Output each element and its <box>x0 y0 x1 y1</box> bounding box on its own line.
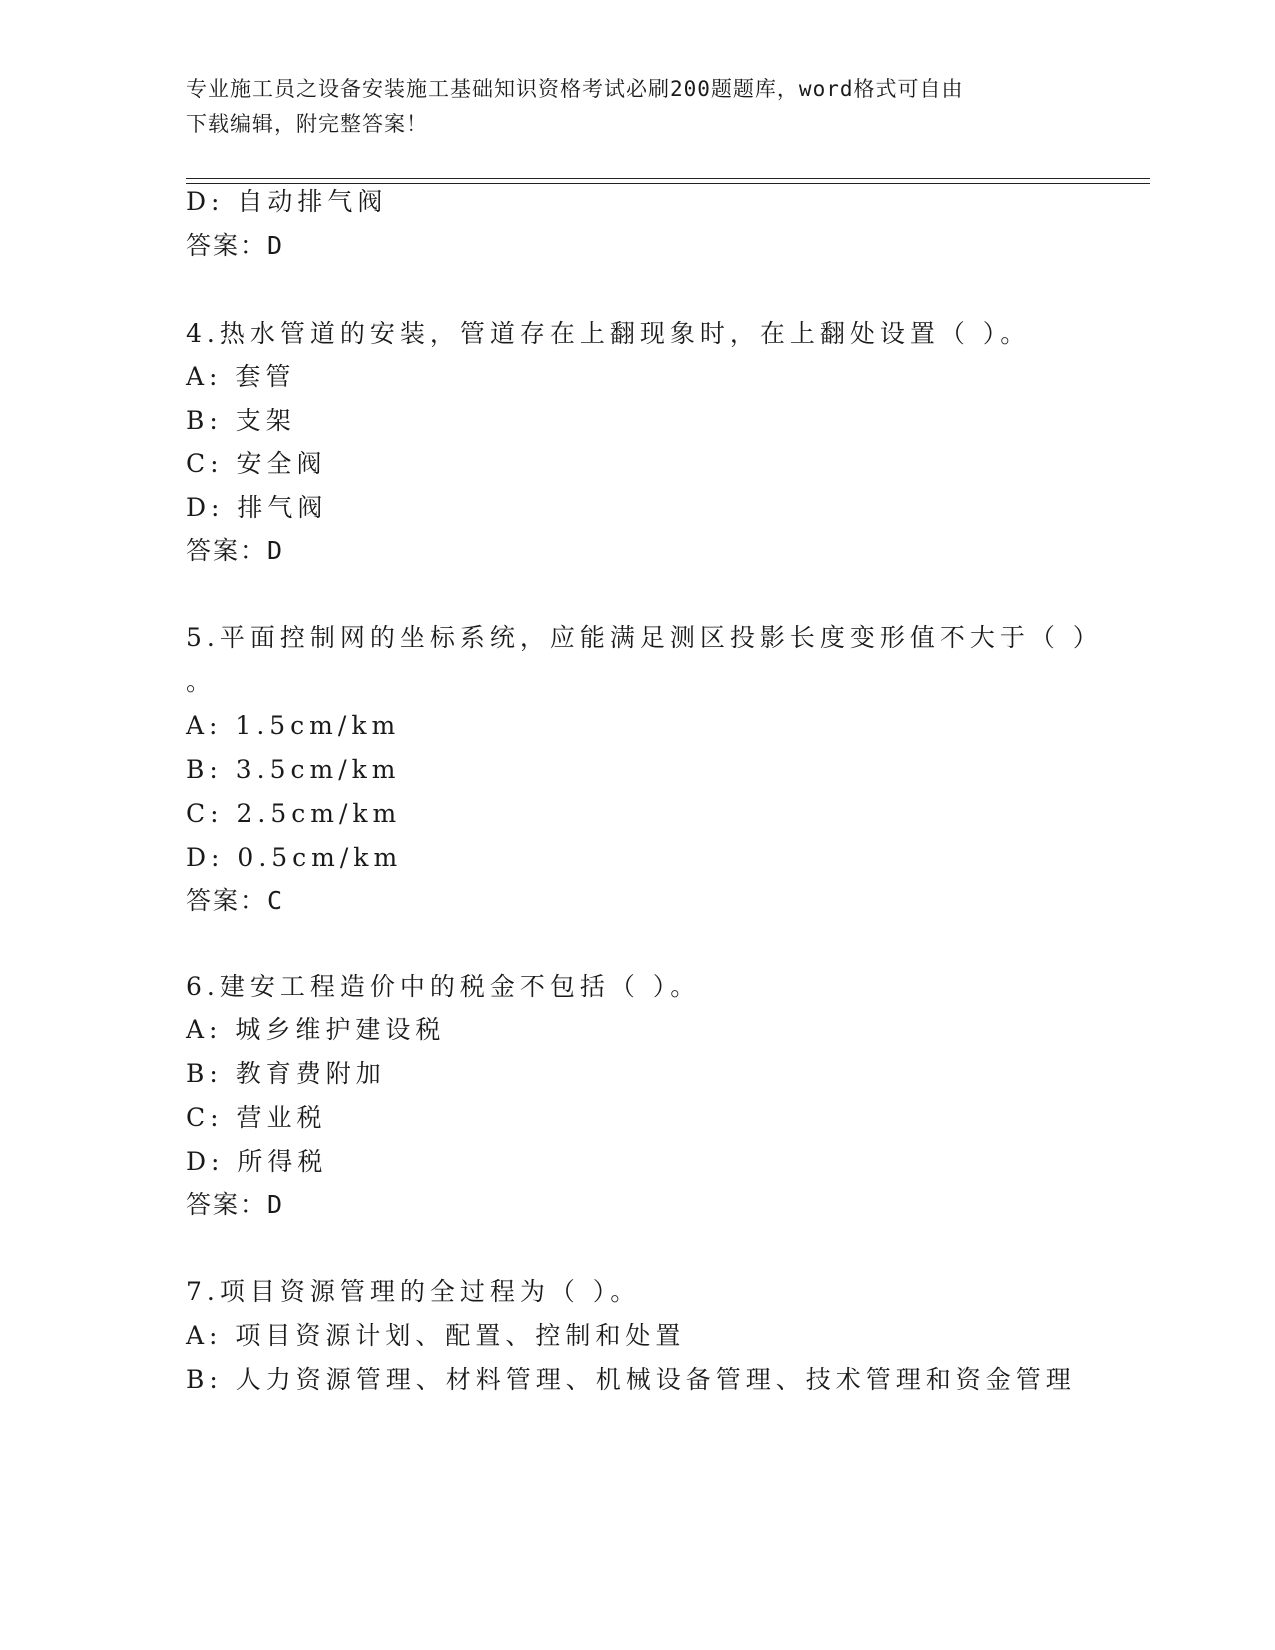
question-4: 4.热水管道的安装，管道存在上翻现象时，在上翻处设置（ ）。 <box>186 319 1031 348</box>
q6-option-d: D: 所得税 <box>186 1147 328 1176</box>
q5-answer: 答案：C <box>186 886 285 915</box>
q5-option-d: D: 0.5cm/km <box>186 843 403 872</box>
question-5: 5.平面控制网的坐标系统，应能满足测区投影长度变形值不大于（ ） <box>186 623 1103 652</box>
q6-option-b: B: 教育费附加 <box>186 1059 386 1088</box>
header-line-1: 专业施工员之设备安装施工基础知识资格考试必刷200题题库，word格式可自由 <box>186 77 964 101</box>
prev-answer: 答案：D <box>186 231 285 260</box>
q6-option-a: A: 城乡维护建设税 <box>186 1015 446 1044</box>
q4-option-c: C: 安全阀 <box>186 449 327 478</box>
q7-option-b: B: 人力资源管理、材料管理、机械设备管理、技术管理和资金管理 <box>186 1365 1076 1394</box>
q6-option-c: C: 营业税 <box>186 1103 327 1132</box>
q4-answer: 答案：D <box>186 536 285 565</box>
header-line-2: 下载编辑，附完整答案！ <box>186 112 428 136</box>
q4-option-b: B: 支架 <box>186 406 296 435</box>
q5-option-c: C: 2.5cm/km <box>186 799 402 828</box>
question-7: 7.项目资源管理的全过程为（ ）。 <box>186 1277 641 1306</box>
q4-option-a: A: 套管 <box>186 362 296 391</box>
q5-option-b: B: 3.5cm/km <box>186 755 401 784</box>
question-6: 6.建安工程造价中的税金不包括（ ）。 <box>186 972 701 1001</box>
q4-option-d: D: 排气阀 <box>186 493 328 522</box>
question-5-continuation: 。 <box>186 667 217 696</box>
q7-option-a: A: 项目资源计划、配置、控制和处置 <box>186 1321 686 1350</box>
header-divider-top <box>186 178 1150 179</box>
q5-option-a: A: 1.5cm/km <box>186 711 401 740</box>
document-header <box>186 72 1086 142</box>
header-divider-bottom <box>186 183 1150 184</box>
prev-option-d: D: 自动排气阀 <box>186 187 388 216</box>
q6-answer: 答案：D <box>186 1190 285 1219</box>
